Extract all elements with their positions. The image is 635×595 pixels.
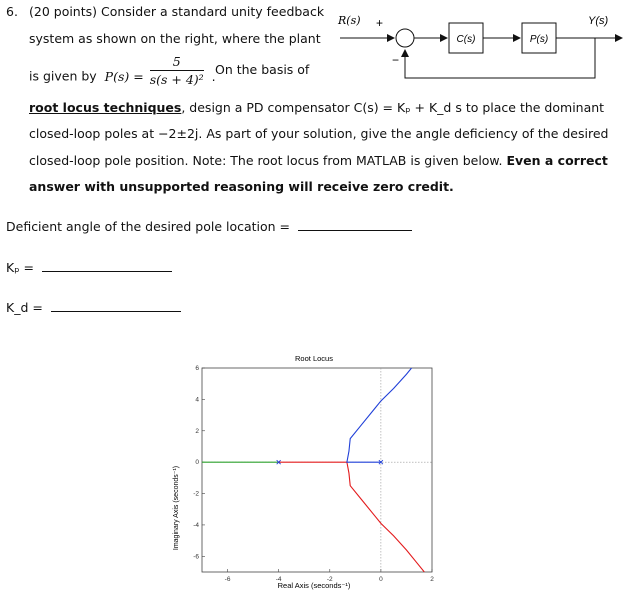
plant-intro: is given by bbox=[29, 68, 97, 84]
plant-lhs: P(s) = bbox=[104, 68, 144, 84]
problem-line-1: (20 points) Consider a standard unity feedback bbox=[29, 4, 325, 19]
sum-minus-sign: − bbox=[392, 53, 400, 67]
problem-line-3: is given by P(s) = $\frac{5}{\text{s(s + 4)²}}$ . bbox=[29, 62, 216, 92]
problem-line-4 bbox=[29, 100, 604, 115]
kp-label: Kₚ = bbox=[6, 260, 34, 275]
chart-xlabel: Real Axis (seconds⁻¹) bbox=[277, 581, 351, 590]
problem-line-6-bold: Even a correct bbox=[506, 153, 608, 168]
output-label: Y(s) bbox=[588, 15, 609, 27]
root-locus-emphasis: root locus techniques bbox=[29, 100, 182, 115]
summing-junction bbox=[396, 29, 414, 47]
plot-frame bbox=[202, 368, 432, 572]
problem-number: 6. bbox=[6, 4, 18, 19]
x-tick-label: -4 bbox=[275, 576, 282, 583]
fraction-bar bbox=[150, 70, 204, 71]
y-tick-label: -2 bbox=[193, 490, 199, 498]
kd-label: K_d = bbox=[6, 300, 43, 315]
y-tick-label: 4 bbox=[195, 396, 199, 404]
block-diagram bbox=[330, 0, 630, 90]
problem-line-6-plain: closed-loop pole position. Note: The root locus from MATLAB is given below. bbox=[29, 153, 507, 168]
x-tick-label: 2 bbox=[430, 576, 434, 583]
x-tick-label: -6 bbox=[224, 576, 231, 583]
feedback-path bbox=[405, 38, 595, 78]
plant-fraction bbox=[148, 54, 206, 92]
deficient-angle-label: Deficient angle of the desired pole location = bbox=[6, 219, 291, 234]
deficient-angle-blank[interactable] bbox=[298, 220, 412, 231]
y-tick-label: 0 bbox=[195, 459, 199, 467]
root-locus-chart bbox=[166, 350, 466, 595]
compensator-label: C(s) bbox=[456, 34, 476, 45]
problem-line-5: closed-loop poles at −2±2j. As part of your solution, give the angle deficiency of the desired bbox=[29, 126, 609, 141]
kp-row bbox=[6, 260, 172, 275]
problem-line-7: answer with unsupported reasoning will receive zero credit. bbox=[29, 179, 454, 194]
problem-line-6 bbox=[29, 153, 608, 168]
plant-label: P(s) bbox=[529, 34, 549, 45]
problem-line-2: system as shown on the right, where the plant bbox=[29, 31, 321, 46]
kd-row bbox=[6, 300, 181, 315]
sum-plus-sign: + bbox=[376, 16, 384, 30]
plant-denominator: s(s + 4)² bbox=[149, 72, 204, 87]
deficient-angle-row bbox=[6, 219, 412, 234]
input-label: R(s) bbox=[338, 14, 361, 27]
chart-ylabel: Imaginary Axis (seconds⁻¹) bbox=[173, 465, 180, 551]
y-tick-label: 2 bbox=[195, 427, 199, 435]
plant-numerator: 5 bbox=[172, 54, 181, 69]
y-tick-label: 6 bbox=[195, 365, 199, 372]
chart-title: Root Locus bbox=[295, 354, 333, 363]
x-tick-label: -2 bbox=[326, 576, 333, 583]
problem-line-3-post: On the basis of bbox=[215, 62, 310, 77]
y-tick-label: -6 bbox=[193, 553, 199, 561]
kp-blank[interactable] bbox=[42, 261, 172, 272]
x-tick-label: 0 bbox=[379, 576, 383, 583]
kd-blank[interactable] bbox=[51, 301, 181, 312]
problem-line-4-rest: , design a PD compensator C(s) = Kₚ + K_d s to place the dominant bbox=[181, 100, 605, 115]
y-tick-label: -4 bbox=[193, 521, 199, 529]
